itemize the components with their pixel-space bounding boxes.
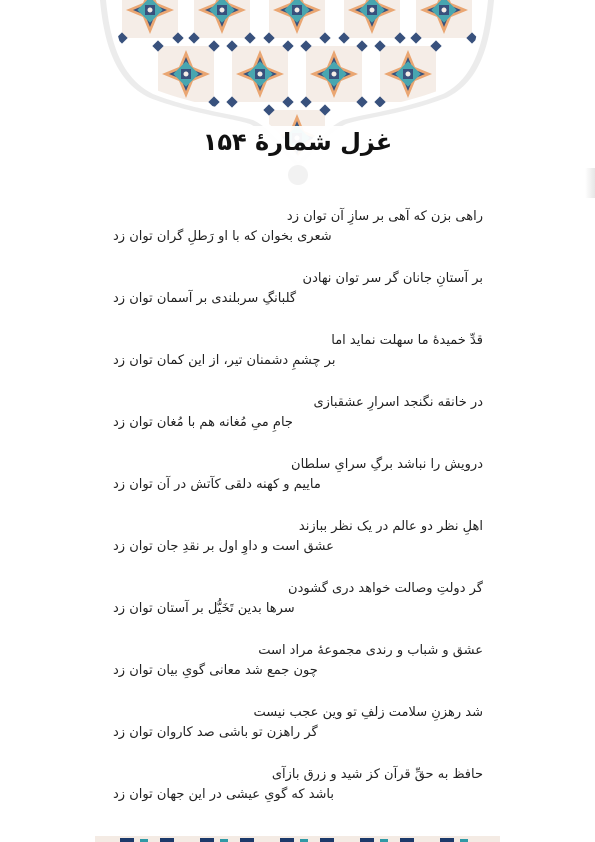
couplet: [113, 393, 483, 455]
second-hemistich: ماییم و کهنه دلقی کآتش در آن توان زد: [113, 477, 321, 492]
couplet: [113, 765, 483, 827]
page-title: غزل شمارهٔ ۱۵۴: [202, 128, 393, 156]
first-hemistich: عشق و شباب و رندی مجموعهٔ مراد است: [258, 643, 483, 658]
first-hemistich: قدِّ خمیدهٔ ما سهلت نماید اما: [331, 333, 483, 348]
first-hemistich: اهلِ نظر دو عالم در یک نظر ببازند: [298, 519, 483, 534]
couplet: [113, 331, 483, 393]
first-hemistich: بر آستانِ جانان گر سر توان نهادن: [302, 271, 483, 286]
second-hemistich: گلبانگِ سربلندی بر آسمان توان زد: [113, 291, 297, 306]
second-hemistich: باشد که گویِ عیشی در این جهان توان زد: [113, 787, 334, 802]
second-hemistich: گر راهزن تو باشی صد کاروان توان زد: [113, 725, 318, 740]
second-hemistich: شعری بخوان که با او رَطلِ گران توان زد: [113, 229, 332, 244]
poem-body: [113, 207, 483, 827]
couplet: [113, 579, 483, 641]
second-hemistich: عشق است و داوِ اول بر نقدِ جان توان زد: [113, 539, 334, 554]
couplet: [113, 641, 483, 703]
couplet: [113, 517, 483, 579]
second-hemistich: سرها بدین تَخَیُّل بر آستان توان زد: [113, 601, 295, 616]
couplet: [113, 207, 483, 269]
header-ornament: [0, 0, 595, 190]
first-hemistich: درویش را نباشد برگِ سرایِ سلطان: [291, 457, 483, 472]
first-hemistich: شد رهزنِ سلامت زلفِ تو وین عجب نیست: [253, 705, 483, 720]
second-hemistich: جامِ میِ مُغانه هم با مُغان توان زد: [113, 415, 293, 430]
first-hemistich: راهی بزن که آهی بر سازِ آن توان زد: [286, 209, 483, 224]
second-hemistich: بر چشمِ دشمنان تیر، از این کمان توان زد: [113, 353, 336, 368]
decorative-shadow: [585, 168, 595, 198]
second-hemistich: چون جمع شد معانی گویِ بیان توان زد: [113, 663, 318, 678]
first-hemistich: حافظ به حقِّ قرآن کز شید و زرق بازآی: [271, 767, 483, 782]
first-hemistich: در خانقه نگنجد اسرارِ عشقبازی: [313, 395, 483, 410]
couplet: [113, 703, 483, 765]
first-hemistich: گر دولتِ وصالت خواهد دری گشودن: [288, 581, 483, 596]
couplet: [113, 269, 483, 331]
couplet: [113, 455, 483, 517]
footer-ornament: [0, 834, 595, 842]
